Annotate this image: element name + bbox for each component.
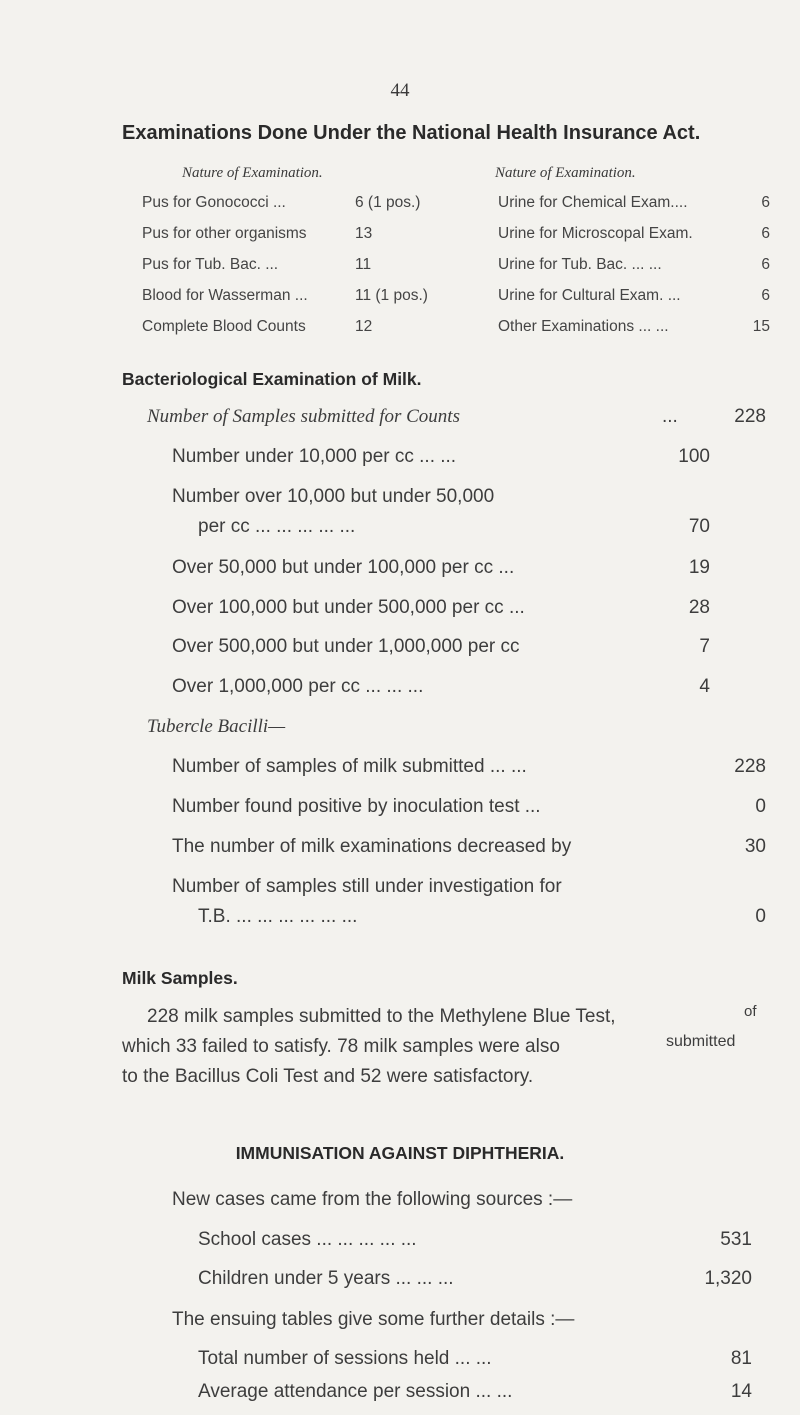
nhi-left-value: 12: [355, 318, 373, 335]
nhi-left-value: 11 (1 pos.): [355, 287, 428, 304]
tb-row: Number of samples of milk submitted ... ...: [172, 756, 527, 777]
detail-row: Average attendance per session ... ...: [198, 1381, 513, 1402]
tb-value: 0: [755, 796, 766, 817]
nhi-right-value: 6: [761, 287, 770, 304]
nhi-left-value: 11: [355, 256, 372, 273]
nhi-left-row: Pus for other organisms: [142, 225, 307, 242]
count-row: Over 100,000 but under 500,000 per cc ...: [172, 597, 525, 618]
nhi-right-row: Urine for Microscopal Exam.: [498, 225, 693, 242]
count-value: 4: [699, 676, 710, 697]
nhi-right-row: Urine for Cultural Exam. ...: [498, 287, 681, 304]
milk-samples-line: to the Bacillus Coli Test and 52 were satisfactory.: [122, 1066, 534, 1087]
diphtheria-title: IMMUNISATION AGAINST DIPHTHERIA.: [235, 1143, 565, 1163]
count-row: Over 50,000 but under 100,000 per cc ...: [172, 557, 515, 578]
nhi-left-row: Pus for Tub. Bac. ...: [142, 256, 279, 273]
nhi-left-value: 6 (1 pos.): [355, 194, 421, 211]
count-row-cont: per cc ... ... ... ... ...: [198, 516, 356, 537]
count-row: Over 500,000 but under 1,000,000 per cc: [172, 636, 520, 657]
nhi-right-value: 6: [761, 256, 770, 273]
tb-value: 228: [734, 756, 766, 777]
source-value: 531: [720, 1229, 752, 1250]
detail-value: 14: [730, 1381, 752, 1402]
count-value: 7: [699, 636, 710, 657]
nhi-right-value: 6: [761, 194, 770, 211]
milk-samples-title: Milk Samples.: [122, 968, 238, 988]
source-row: Children under 5 years ... ... ...: [198, 1268, 454, 1289]
count-row: Number under 10,000 per cc ... ...: [172, 446, 457, 467]
tb-row: Number of samples still under investigation for: [172, 876, 562, 897]
milk-samples-line-end: of: [744, 1003, 757, 1020]
nhi-right-value: 15: [752, 318, 770, 335]
count-value: 19: [688, 557, 710, 578]
counts-header: Number of Samples submitted for Counts: [147, 406, 460, 427]
page-number: 44: [390, 80, 410, 101]
nhi-title: Examinations Done Under the National Health Insurance Act.: [122, 122, 701, 144]
detail-value: 81: [730, 1348, 752, 1369]
nhi-right-row: Urine for Chemical Exam....: [498, 194, 688, 211]
counts-header-dots: ...: [662, 406, 678, 427]
nhi-left-row: Blood for Wasserman ...: [142, 287, 308, 304]
detail-row: Total number of sessions held ... ...: [198, 1348, 492, 1369]
col-header-left: Nature of Examination.: [182, 165, 323, 181]
nhi-right-value: 6: [761, 225, 770, 242]
nhi-right-row: Urine for Tub. Bac. ... ...: [498, 256, 662, 273]
milk-samples-line: which 33 failed to satisfy. 78 milk samples were also: [122, 1036, 560, 1057]
tb-row: Number found positive by inoculation test ...: [172, 796, 541, 817]
tb-value: 0: [755, 906, 766, 927]
tb-header: Tubercle Bacilli—: [147, 716, 286, 737]
source-row: School cases ... ... ... ... ...: [198, 1229, 417, 1250]
source-value: 1,320: [704, 1268, 752, 1289]
count-row: Number over 10,000 but under 50,000: [172, 486, 495, 507]
counts-total: 228: [734, 406, 766, 427]
nhi-left-row: Pus for Gonococci ...: [142, 194, 286, 211]
count-value: 28: [688, 597, 710, 618]
nhi-left-value: 13: [355, 225, 373, 242]
nhi-left-row: Complete Blood Counts: [142, 318, 306, 335]
tb-value: 30: [744, 836, 766, 857]
col-header-right: Nature of Examination.: [495, 165, 636, 181]
diphtheria-intro2: The ensuing tables give some further details :—: [172, 1309, 575, 1330]
count-row: Over 1,000,000 per cc ... ... ...: [172, 676, 424, 697]
count-value: 70: [688, 516, 710, 537]
diphtheria-intro: New cases came from the following sources :—: [172, 1189, 573, 1210]
tb-row: The number of milk examinations decreased by: [172, 836, 572, 857]
milk-bact-title: Bacteriological Examination of Milk.: [122, 369, 422, 389]
milk-samples-line-end: submitted: [666, 1033, 736, 1050]
tb-row-cont: T.B. ... ... ... ... ... ...: [198, 906, 358, 927]
nhi-right-row: Other Examinations ... ...: [498, 318, 669, 335]
milk-samples-line: 228 milk samples submitted to the Methylene Blue Test,: [147, 1006, 616, 1027]
count-value: 100: [678, 446, 710, 467]
